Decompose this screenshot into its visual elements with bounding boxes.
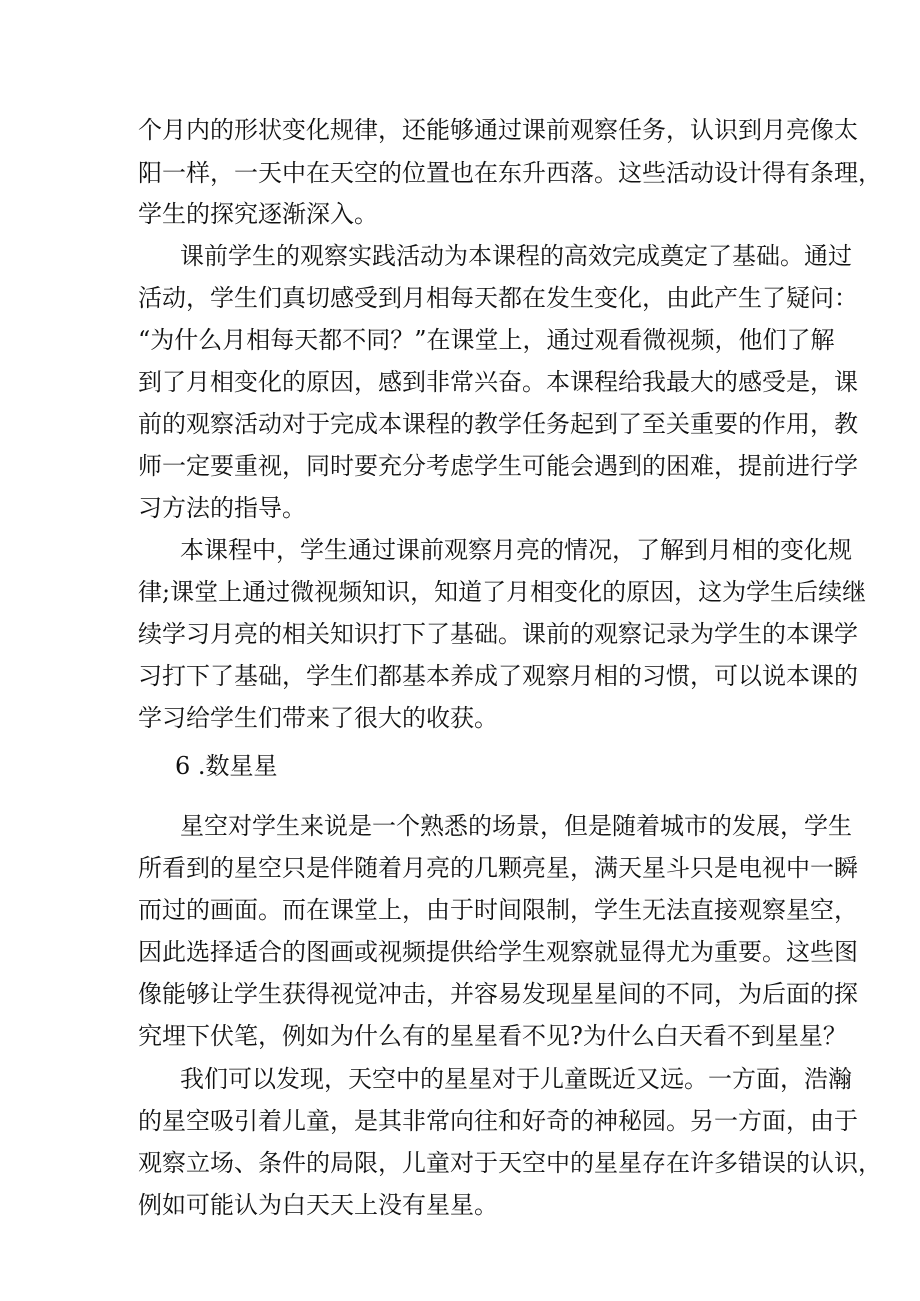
text-line: 个月内的形状变化规律，还能够通过课前观察任务，认识到月亮像太	[138, 116, 858, 144]
text-line: 到了月相变化的原因，感到非常兴奋。本课程给我最大的感受是，课	[138, 368, 858, 396]
text-line: 观察立场、条件的局限，儿童对于天空中的星星存在许多错误的认识，	[138, 1149, 882, 1177]
text-line: 本课程中，学生通过课前观察月亮的情况，了解到月相的变化规	[180, 536, 852, 564]
text-line: 续学习月亮的相关知识打下了基础。课前的观察记录为学生的本课学	[138, 620, 858, 648]
text-line: 星空对学生来说是一个熟悉的场景，但是随着城市的发展，学生	[180, 812, 852, 840]
text-line: 究埋下伏笔，例如为什么有的星星看不见?为什么白天看不到星星？	[138, 1022, 847, 1050]
text-line: “为什么月相每天都不同？”在课堂上，通过观看微视频，他们了解	[138, 326, 835, 354]
text-line: 律;课堂上通过微视频知识，知道了月相变化的原因，这为学生后续继	[138, 578, 867, 606]
text-line: 前的观察活动对于完成本课程的教学任务起到了至关重要的作用，教	[138, 410, 858, 438]
text-line: 课前学生的观察实践活动为本课程的高效完成奠定了基础。通过	[180, 242, 852, 270]
text-line: 我们可以发现，天空中的星星对于儿童既近又远。一方面，浩瀚	[180, 1065, 852, 1093]
text-line: 而过的画面。而在课堂上，由于时间限制，学生无法直接观察星空，	[138, 896, 858, 924]
text-line: 例如可能认为白天天上没有星星。	[138, 1191, 498, 1219]
text-line: 的星空吸引着儿童，是其非常向往和好奇的神秘园。另一方面，由于	[138, 1107, 858, 1135]
text-line: 习方法的指导。	[138, 494, 306, 522]
text-line: 习打下了基础，学生们都基本养成了观察月相的习惯，可以说本课的	[138, 662, 858, 690]
text-line: 学生的探究逐渐深入。	[138, 200, 378, 228]
section-heading: 6 .数星星	[175, 752, 278, 780]
text-line: 所看到的星空只是伴随着月亮的几颗亮星，满天星斗只是电视中一瞬	[138, 854, 858, 882]
text-line: 学习给学生们带来了很大的收获。	[138, 704, 498, 732]
text-line: 像能够让学生获得视觉冲击，并容易发现星星间的不同，为后面的探	[138, 980, 858, 1008]
text-line: 阳一样，一天中在天空的位置也在东升西落。这些活动设计得有条理，	[138, 159, 882, 187]
text-line: 因此选择适合的图画或视频提供给学生观察就显得尤为重要。这些图	[138, 938, 858, 966]
text-line: 活动，学生们真切感受到月相每天都在发生变化，由此产生了疑问：	[138, 284, 858, 312]
text-line: 师一定要重视，同时要充分考虑学生可能会遇到的困难，提前进行学	[138, 452, 858, 480]
